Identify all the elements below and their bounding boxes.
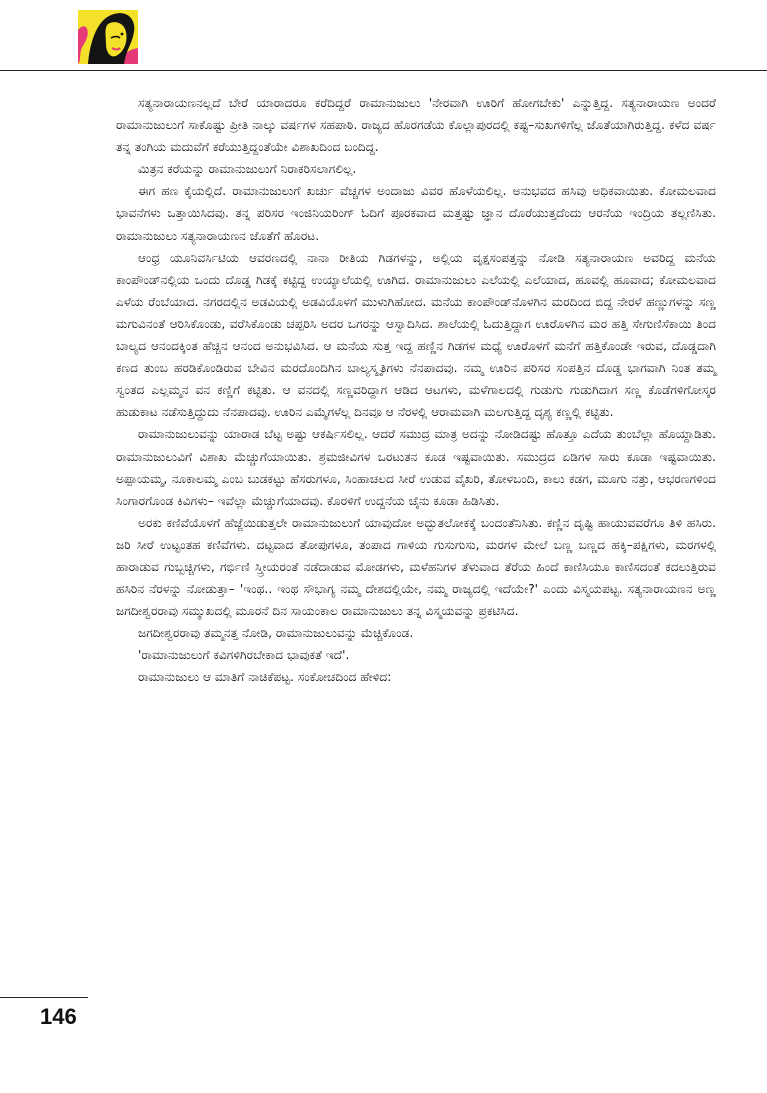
paragraph-5: ರಾಮಾನುಜುಲುವನ್ನು ಯಾರಾಡ ಬೆಟ್ಟ ಅಷ್ಟು ಆಕರ್ಷಿಸಲಿಲ್ಲ. ಆದರೆ ಸಮುದ್ರ ಮಾತ್ರ ಅದನ್ನು ನೋಡಿದಷ್ಟು ಹೊತ್ತೂ ಎದೆಯ ತುಂಬೆಲ್ಲಾ ಹೊಯ್ದಾಡಿತು. ರಾಮಾನುಜುಲುವಿಗೆ ವಿಶಾಖ ಮೆಚ್ಚುಗೆಯಾಯಿತು. ಶ್ರಮಜೀವಿಗಳ ಒರಟುತನ ಕೂಡ ಇಷ್ಟವಾಯಿತು. ಸಮುದ್ರದ ಏಡಿಗಳ ಸಾರು ಕೂಡಾ ಇಷ್ಟವಾಯಿತು. ಅಪ್ಪಾಯಮ್ಮ, ನೂಕಾಲಮ್ಮ ಎಂಬ ಬುಡಕಟ್ಟು ಹೆಸರುಗಳೂ, ಸಿಂಹಾಚಲದ ಸೀರೆ ಉಡುವ ವೈಖರಿ, ತೋಳಬಂದಿ, ಕಾಲು ಕಡಗ, ಮೂಗು ನತ್ತು, ಆಭರಣಗಳಿಂದ ಸಿಂಗಾರಗೊಂಡ ಕಿವಿಗಳು– ಇವೆಲ್ಲಾ ಮೆಚ್ಚುಗೆಯಾದವು. ಕೊರಳಿಗೆ ಉದ್ದನೆಯ ಚೈನು ಕೂಡಾ ಹಿಡಿಸಿತು. (116, 427, 716, 508)
paragraph-2: ಮಿತ್ರನ ಕರೆಯನ್ನು ರಾಮಾನುಜುಲುಗೆ ನಿರಾಕರಿಸಲಾಗಲಿಲ್ಲ. (138, 162, 357, 177)
paragraph-6: ಅರಕು ಕಣಿವೆಯೊಳಗೆ ಹೆಜ್ಜೆಯಿಡುತ್ತಲೇ ರಾಮಾನುಜುಲುಗೆ ಯಾವುದೋ ಅದ್ಭುತಲೋಕಕ್ಕೆ ಬಂದಂತೆನಿಸಿತು. ಕಣ್ಣಿನ ದೃಷ್ಟಿ ಹಾಯುವವರೆಗೂ ತಿಳಿ ಹಸಿರು. ಜರಿ ಸೀರೆ ಉಟ್ಟಂತಹ ಕಣಿವೆಗಳು. ದಟ್ಟವಾದ ತೋಪುಗಳೂ, ತಂಪಾದ ಗಾಳಿಯ ಗುಸುಗುಸು, ಮರಗಳ ಮೇಲೆ ಬಣ್ಣ ಬಣ್ಣದ ಹಕ್ಕಿ–ಪಕ್ಷಿಗಳು, ಮರಗಳಲ್ಲಿ ಹಾರಾಡುವ ಗುಬ್ಬಚ್ಚಿಗಳು, ಗರ್ಭಿಣಿ ಸ್ತ್ರೀಯರಂತೆ ನಡೆದಾಡುವ ಮೋಡಗಳು, ಮಳೆಹನಿಗಳ ತೆಳುವಾದ ತೆರೆಯ ಹಿಂದೆ ಕಾಣಿಸಿಯೂ ಕಾಣಿಸದಂತೆ ಕದಲುತ್ತಿರುವ ಹಸಿರಿನ ನೆರಳನ್ನು ನೋಡುತ್ತಾ– 'ಇಂಥ.. ಇಂಥ ಸೌಭಾಗ್ಯ ನಮ್ಮ ದೇಶದಲ್ಲಿಯೇ, ನಮ್ಮ ರಾಜ್ಯದಲ್ಲಿ ಇದೆಯೇ?' ಎಂದು ವಿಸ್ಮಯಪಟ್ಟ. ಸತ್ಯನಾರಾಯಣನ ಅಣ್ಣ ಜಗದೀಶ್ವರರಾವು ಸಮ್ಮುಖದಲ್ಲಿ ಮೂರನೆ ದಿನ ಸಾಯಂಕಾಲ ರಾಮಾನುಜುಲು ತನ್ನ ವಿಸ್ಮಯವನ್ನು ಪ್ರಕಟಿಸಿದ. (116, 515, 716, 619)
woman-face-logo-icon (78, 10, 138, 64)
header-rule (0, 70, 767, 71)
page-number: 146 (40, 1004, 77, 1029)
paragraph-3: ಈಗ ಹಣ ಕೈಯಲ್ಲಿದೆ. ರಾಮಾನುಜುಲುಗೆ ಖರ್ಚು ವೆಚ್ಚಗಳ ಅಂದಾಜು ವಿವರ ಹೊಳೆಯಲಿಲ್ಲ. ಅನುಭವದ ಹಸಿವು ಅಧಿಕವಾಯಿತು. ಕೋಮಲವಾದ ಭಾವನೆಗಳು ಒತ್ತಾಯಿಸಿದವು. ತನ್ನ ಪರಿಸರ ಇಂಜಿನಿಯರಿಂಗ್ ಓದಿಗೆ ಪೂರಕವಾದ ಮತ್ತಷ್ಟು ಜ್ಞಾನ ದೊರೆಯುತ್ತದೆಂದು ಆರನೆಯ ಇಂದ್ರಿಯ ತಲ್ಲಣಿಸಿತು. ರಾಮಾನುಜುಲು ಸತ್ಯನಾರಾಯಣನ ಜೊತೆಗೆ ಹೊರಟ. (116, 184, 716, 243)
paragraph-4: ಆಂಧ್ರ ಯೂನಿವರ್ಸಿಟಿಯ ಆವರಣದಲ್ಲಿ ನಾನಾ ರೀತಿಯ ಗಿಡಗಳನ್ನು, ಅಲ್ಲಿಯ ವೃಕ್ಷಸಂಪತ್ತನ್ನು ನೋಡಿ ಸತ್ಯನಾರಾಯಣ ಅವರಿದ್ದ ಮನೆಯ ಕಾಂಪೌಂಡ್‌ನಲ್ಲಿಯ ಒಂದು ದೊಡ್ಡ ಗಿಡಕ್ಕೆ ಕಟ್ಟಿದ್ದ ಉಯ್ಯಾಲೆಯಲ್ಲಿ ಊಗಿದ. ರಾಮಾನುಜುಲು ಎಲೆಯಲ್ಲಿ ಎಲೆಯಾದ, ಹೂವಲ್ಲಿ ಹೂವಾದ; ಕೋಮಲವಾದ ಎಳೆಯ ರೆಂಬೆಯಾದ. ನಗರದಲ್ಲಿನ ಅಡವಿಯಲ್ಲಿ ಅಡವಿಯೊಳಗೆ ಮುಳುಗಿಹೋದ. ಮನೆಯ ಕಾಂಪೌಂಡ್‌ನೊಳಗಿನ ಮರದಿಂದ ಬಿದ್ದ ನೇರಳೆ ಹಣ್ಣುಗಳನ್ನು ಸಣ್ಣ ಮಗುವಿನಂತೆ ಆರಿಸಿಕೊಂಡು, ವರೆಸಿಕೊಂಡು ಚಪ್ಪರಿಸಿ ಅದರ ಒಗರನ್ನು ಆಸ್ವಾದಿಸಿದ. ಶಾಲೆಯಲ್ಲಿ ಓದುತ್ತಿದ್ದಾಗ ಊರೊಳಗಿನ ಮರ ಹತ್ತಿ ಸೇಗುಣಿಸೆಕಾಯಿ ತಿಂದ ಬಾಲ್ಯದ ಆನಂದಕ್ಕಿಂತ ಹೆಚ್ಚಿನ ಆನಂದ ಅನುಭವಿಸಿದ. ಆ ಮನೆಯ ಸುತ್ತ ಇದ್ದ ಹಣ್ಣಿನ ಗಿಡಗಳ ಮಧ್ಯೆ ಊರೊಳಗೆ ಮನೆಗೆ ಹತ್ತಿಕೊಂಡೇ ಇರುವ, ದೊಡ್ಡದಾಗಿ ಕಣದ ತುಂಬ ಹರಡಿಕೊಂಡಿರುವ ಬೇವಿನ ಮರದೊಂದಿಗಿನ ಬಾಲ್ಯಸ್ಮೃತಿಗಳು ನೆನಪಾದವು. ನಮ್ಮ ಊರಿನ ಪರಿಸರ ಸಂಪತ್ತಿನ ದೊಡ್ಡ ಭಾಗವಾಗಿ ನಿಂತ ತಮ್ಮ ಸ್ವಂತದ ಎಲ್ಲಮ್ಮನ ವನ ಕಣ್ಣಿಗೆ ಕಟ್ಟಿತು. ಆ ವನದಲ್ಲಿ ಸಣ್ಣವರಿದ್ದಾಗ ಆಡಿದ ಆಟಗಳು, ಮಳೆಗಾಲದಲ್ಲಿ ಗುಡುಗು ಗುಡುಗಿದಾಗ ಸಣ್ಣ ಕೊಡೆಗಳಿಗೋಸ್ಕರ ಹುಡುಕಾಟ ನಡೆಸುತ್ತಿದ್ದುದು ನೆನಪಾದವು. ಊರಿನ ಎಮ್ಮೆಗಳೆಲ್ಲ ದಿನವೂ ಆ ನೆರಳಲ್ಲಿ ಆರಾಮವಾಗಿ ಮಲಗುತ್ತಿದ್ದ ದೃಶ್ಯ ಕಣ್ಣಲ್ಲಿ ಕಟ್ಟಿತು. (116, 250, 716, 420)
paragraph-9: ರಾಮಾನುಜುಲು ಆ ಮಾತಿಗೆ ನಾಚಿಕೆಪಟ್ಟ. ಸಂಕೋಚದಿಂದ ಹೇಳಿದ: (138, 670, 392, 685)
paragraph-1: ಸತ್ಯನಾರಾಯಣನಲ್ಲದೆ ಬೇರೆ ಯಾರಾದರೂ ಕರೆದಿದ್ದರೆ ರಾಮಾನುಜುಲು 'ನೇರವಾಗಿ ಊರಿಗೆ ಹೋಗಬೇಕು' ಎನ್ನುತ್ತಿದ್ದ. ಸತ್ಯನಾರಾಯಣ ಅಂದರೆ ರಾಮಾನುಜುಲುಗೆ ಸಾಕೊಷ್ಟು ಪ್ರೀತಿ ನಾಲ್ಕು ವರ್ಷಗಳ ಸಹಪಾಠಿ. ರಾಜ್ಯದ ಹೊರಗಡೆಯ ಕೊಲ್ಲಾಪುರದಲ್ಲಿ ಕಷ್ಟ–ಸುಖಗಳಿಗೆಲ್ಲ ಜೊತೆಯಾಗಿರುತ್ತಿದ್ದ. ಕಳೆದ ವರ್ಷ ತನ್ನ ತಂಗಿಯ ಮದುವೆಗೆ ಕರೆಯುತ್ತಿದ್ದಂತೆಯೇ ವಿಶಾಖದಿಂದ ಬಂದಿದ್ದ. (116, 96, 716, 155)
paragraph-7: ಜಗದೀಶ್ವರರಾವು ತಮ್ಮನತ್ತ ನೋಡಿ, ರಾಮಾನುಜುಲುವನ್ನು ಮೆಚ್ಚಿಕೊಂಡ. (138, 626, 414, 641)
paragraph-8: 'ರಾಮಾನುಜುಲುಗೆ ಕವಿಗಳಿಗಿರಬೇಕಾದ ಭಾವುಕತೆ ಇದೆ'. (138, 648, 350, 663)
body-text (116, 92, 716, 689)
footer-rule (0, 997, 88, 998)
